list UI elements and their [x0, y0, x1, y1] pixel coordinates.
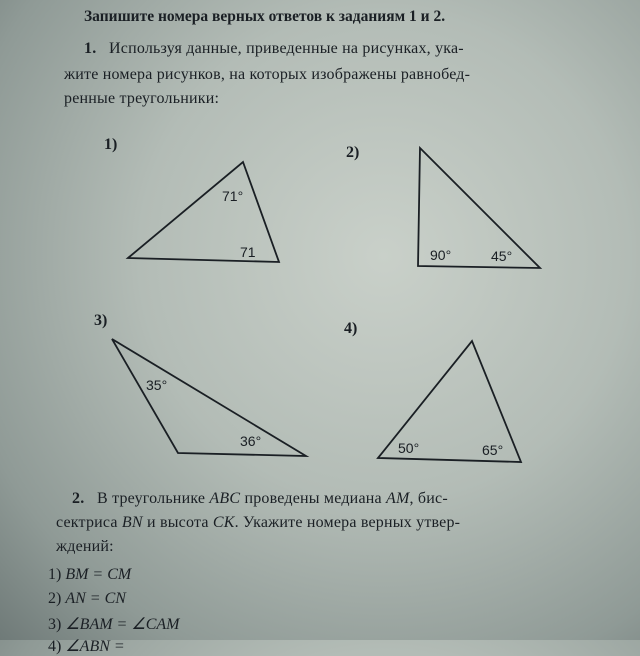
task2-number: 2. [72, 490, 85, 507]
task2-option-2 [48, 590, 126, 608]
task2-text: проведены медиана [244, 490, 382, 507]
task2-line1 [72, 490, 448, 508]
task2-option-4 [48, 636, 125, 656]
median-name: AM [386, 490, 410, 507]
task1-line3: ренные треугольники: [64, 90, 220, 107]
figure4-angle-b: 65° [482, 442, 504, 458]
task1-line2: жите номера рисунков, на которых изображены равнобед- [64, 66, 471, 83]
option-text: ∠BAM = ∠CAM [65, 616, 180, 633]
figure2-angle-a: 90° [430, 247, 452, 263]
figure3-triangle [112, 339, 306, 456]
task2-text: и высота [146, 514, 209, 531]
altitude-name: CK [212, 514, 235, 531]
option-number: 3) [48, 616, 62, 633]
figure2-angle-b: 45° [491, 248, 513, 264]
figure3-angle-a: 35° [146, 377, 168, 393]
task2-text: В треугольнике [97, 490, 206, 507]
task1-text-line1: Используя данные, приведенные на рисунках, ука- [109, 40, 464, 57]
figure1-angle-a: 71° [222, 188, 244, 204]
figure3-label: 3) [94, 312, 108, 329]
figure2-label: 2) [346, 144, 360, 161]
option-text: AN = CN [65, 590, 126, 607]
option-number: 4) [48, 638, 62, 655]
option-number: 1) [48, 566, 62, 583]
task2-line2 [56, 514, 460, 532]
option-number: 2) [48, 590, 62, 607]
task2-option-3 [48, 614, 179, 634]
figure1-angle-b: 71 [240, 244, 256, 260]
task2-text: сектриса [56, 514, 118, 531]
figure1-label: 1) [104, 136, 118, 153]
figure3-angle-b: 36° [240, 433, 262, 449]
instructions-header: Запишите номера верных ответов к заданиям 1 и 2. [84, 8, 446, 25]
bisector-name: BN [121, 514, 143, 531]
triangle-name: ABC [209, 490, 241, 507]
figure4-label: 4) [344, 320, 358, 337]
task2-option-1 [48, 566, 131, 584]
figure4-angle-a: 50° [398, 440, 420, 456]
task2-text: . Укажите номера верных утвер- [234, 514, 461, 531]
option-text: BM = CM [65, 566, 132, 583]
task1-number: 1. [84, 40, 97, 57]
task2-line3: ждений: [56, 538, 114, 555]
option-text: ∠ABN = [65, 638, 125, 655]
task2-text: , бис- [409, 490, 448, 507]
figure1-triangle [128, 162, 279, 262]
